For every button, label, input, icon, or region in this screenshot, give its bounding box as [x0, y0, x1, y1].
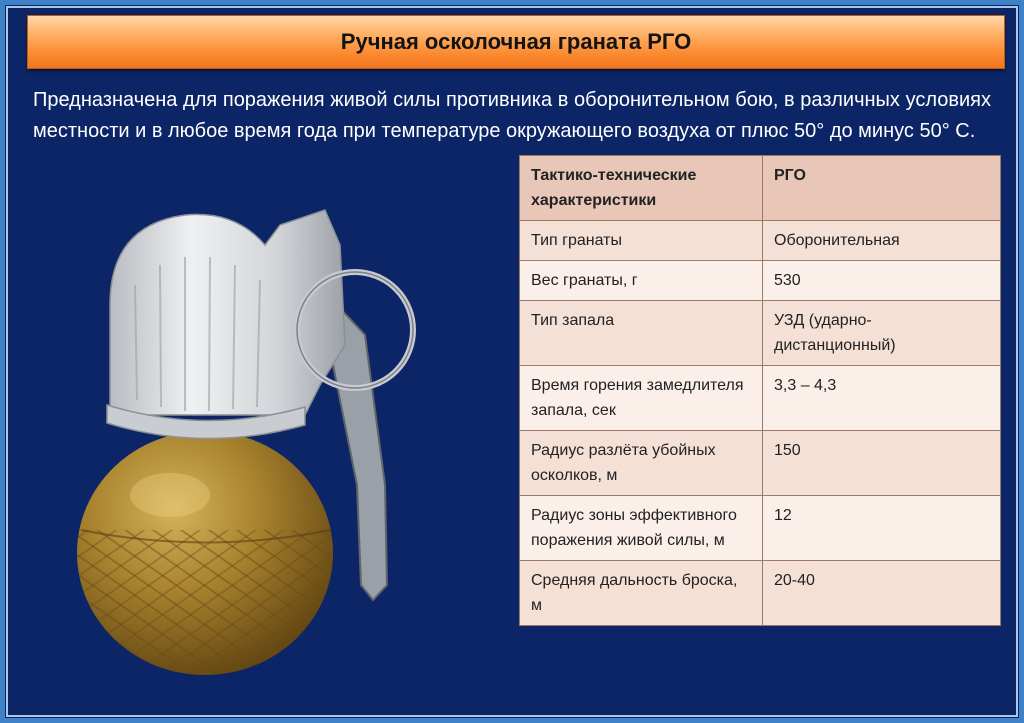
- table-row: [520, 561, 1001, 626]
- table-cell-label: Время горения замедлителя запала, сек: [520, 366, 763, 431]
- specs-table: [519, 155, 1001, 626]
- table-cell-value: 20-40: [763, 561, 1001, 626]
- table-cell-value: 530: [763, 261, 1001, 301]
- table-cell-label: Тип запала: [520, 301, 763, 366]
- table-cell-label: Радиус зоны эффективного поражения живой силы, м: [520, 496, 763, 561]
- table-cell-value: Оборонительная: [763, 221, 1001, 261]
- title-bar: [27, 15, 1005, 69]
- table-header-row: [520, 156, 1001, 221]
- table-row: [520, 431, 1001, 496]
- grenade-image: [65, 185, 445, 705]
- table-row: [520, 366, 1001, 431]
- table-cell-value: 12: [763, 496, 1001, 561]
- table-row: [520, 221, 1001, 261]
- table-cell-label: Радиус разлёта убойных осколков, м: [520, 431, 763, 496]
- table-row: [520, 496, 1001, 561]
- table-row: [520, 261, 1001, 301]
- table-cell-value: 3,3 – 4,3: [763, 366, 1001, 431]
- table-cell-label: Вес гранаты, г: [520, 261, 763, 301]
- table-row: [520, 301, 1001, 366]
- table-cell-value: 150: [763, 431, 1001, 496]
- table-header-cell: РГО: [763, 156, 1001, 221]
- table-cell-label: Средняя дальность броска, м: [520, 561, 763, 626]
- table-header-cell: Тактико-технические характеристики: [520, 156, 763, 221]
- table-cell-label: Тип гранаты: [520, 221, 763, 261]
- slide-title: Ручная осколочная граната РГО: [340, 29, 692, 54]
- table-cell-value: УЗД (ударно-дистанционный): [763, 301, 1001, 366]
- description-text: Предназначена для поражения живой силы противника в оборонительном бою, в различных условиях местности и в любое время года при температуре окружающего воздуха от плюс 50° до минус 50° С.: [33, 89, 991, 142]
